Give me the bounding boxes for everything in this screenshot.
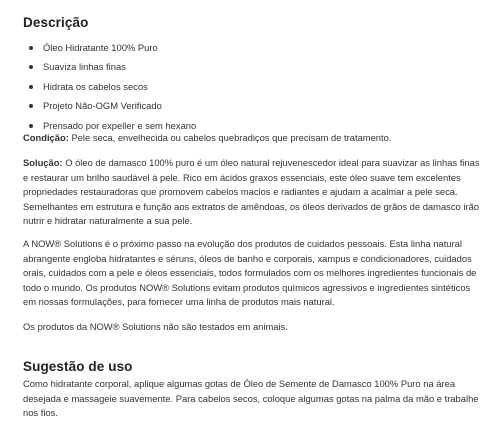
now-solutions-paragraph: A NOW® Solutions é o próximo passo na evolução dos produtos de cuidados pessoais. Esta linha natural abrangente engloba hidratantes e séruns, óleos de banho e corporais, xampus e condicionadores, cuidados orais, cuidados com a pele e óleos essenciais, todos formulados com os melhores ingredientes funcionais de todo o mundo. Os produtos NOW® Solutions evitam produtos químicos agressivos e ingredientes sintéticos em nossas formulações, para fornecer uma linha de produtos mais natural.: [23, 238, 477, 307]
solucao-label: Solução:: [23, 157, 63, 168]
solucao-text: O óleo de damasco 100% puro é um óleo natural rejuvenescedor ideal para suavizar as linhas finas e restaurar um brilho saudável à pele. Rico em ácidos graxos essenciais, este óleo suave tem excelentes propriedades restauradoras que promovem cabelos macios e radiantes e ajudam a acalmar a pele seca. Semelhantes em estrutura e função aos extratos de amêndoas, os óleos derivados de grãos de damasco irão nutrir e hidratar naturalmente a sua pele.: [23, 157, 480, 226]
sugestao-paragraph: Como hidratante corporal, aplique algumas gotas de Óleo de Semente de Damasco 100% Puro na área desejada e massageie suavemente. Para cabelos secos, coloque algumas gotas na palma da mão e trabalhe nos fios.: [23, 378, 479, 418]
animal-testing-paragraph: Os produtos da NOW® Solutions não são testados em animais.: [23, 321, 288, 332]
bullet-icon: [29, 65, 33, 69]
bullet-icon: [29, 124, 33, 128]
condicao-text: Pele seca, envelhecida ou cabelos quebradiços que precisam de tratamento.: [68, 132, 392, 143]
list-item: Projeto Não-OGM Verificado: [23, 96, 196, 115]
solucao-paragraph: [23, 156, 481, 229]
bullet-icon: [29, 85, 33, 89]
list-item: Óleo Hidratante 100% Puro: [23, 38, 196, 57]
list-item: Hidrata os cabelos secos: [23, 77, 196, 96]
feature-list: [23, 38, 196, 135]
condicao-label: Condição:: [23, 132, 69, 143]
descricao-heading: Descrição: [23, 15, 89, 30]
bullet-icon: [29, 104, 33, 108]
condicao-paragraph: [23, 131, 481, 146]
list-item: Suaviza linhas finas: [23, 57, 196, 76]
bullet-icon: [29, 46, 33, 50]
list-item: Prensado por expeller e sem hexano: [23, 116, 196, 135]
sugestao-heading: Sugestão de uso: [23, 359, 133, 374]
